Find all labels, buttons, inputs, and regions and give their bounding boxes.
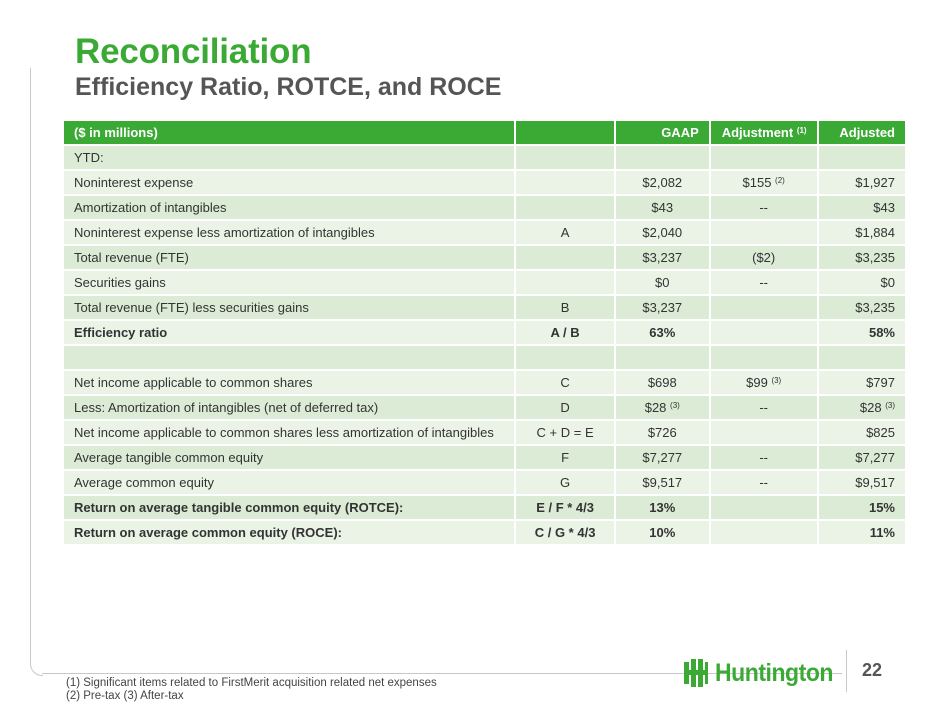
row-gaap-value: 63% [649,325,676,340]
row-gaap-value: $3,237 [642,300,683,315]
row-adjustment [711,171,819,194]
row-label [64,496,516,519]
row-adjustment [711,346,819,369]
table-row [64,371,905,394]
row-adjusted [819,521,905,544]
row-ref [516,346,615,369]
header-label: ($ in millions) [64,121,516,144]
row-label [64,396,516,419]
huntington-logo [683,656,843,690]
table-row [64,496,905,519]
row-label-value: Average common equity [74,475,214,490]
row-adjustment-footnote: (2) [775,176,785,185]
row-gaap [616,246,711,269]
row-label [64,421,516,444]
row-ref [516,171,615,194]
row-gaap [616,321,711,344]
row-adjusted-footnote: (3) [885,401,895,410]
table-row [64,296,905,319]
header-ref [516,121,615,144]
row-adjusted [819,246,905,269]
row-gaap-value: $3,237 [642,250,683,265]
row-gaap-value: $698 [647,375,677,390]
row-ref [516,446,615,469]
row-adjustment [711,471,819,494]
page-title: Reconciliation [75,32,312,71]
row-adjusted-value: $797 [866,375,895,390]
row-ref-value: A [560,225,570,240]
table-row [64,446,905,469]
row-label [64,171,516,194]
footer-separator [846,650,847,692]
header-gaap: GAAP [616,121,711,144]
table-row [64,321,905,344]
row-adjustment [711,221,819,244]
row-adjustment-value: $155 [742,175,772,190]
header-adjustment [711,121,819,144]
row-adjusted [819,346,905,369]
row-ref [516,271,615,294]
row-adjusted-value: 58% [868,325,895,340]
row-ref [516,371,615,394]
row-label [64,321,516,344]
row-label-value: Return on average tangible common equity (ROTCE): [74,500,404,515]
row-label-value: Noninterest expense [74,175,194,190]
table-row [64,421,905,444]
row-ref-value: F [561,450,570,465]
row-adjusted-value: $0 [880,275,895,290]
table-row [64,521,905,544]
table-row [64,346,905,369]
row-adjusted-value: $7,277 [855,450,895,465]
row-adjusted-value: $43 [873,200,895,215]
row-adjusted [819,221,905,244]
row-label [64,146,516,169]
row-gaap-value: $9,517 [642,475,683,490]
row-gaap-value: $2,040 [642,225,683,240]
row-adjustment [711,321,819,344]
row-label [64,221,516,244]
row-label-value: Amortization of intangibles [74,200,227,215]
row-gaap-value: 10% [649,525,676,540]
row-label-value: Efficiency ratio [74,325,168,340]
row-label [64,271,516,294]
row-label [64,296,516,319]
row-adjusted [819,421,905,444]
footnotes [66,677,437,703]
row-gaap-value: $28 [644,400,667,415]
row-label [64,371,516,394]
row-gaap-value: $726 [647,425,677,440]
logo-text: Huntington [715,658,834,687]
row-ref [516,246,615,269]
row-adjusted [819,496,905,519]
table-row [64,196,905,219]
row-ref [516,396,615,419]
row-ref-value: G [560,475,571,490]
page-subtitle: Efficiency Ratio, ROTCE, and ROCE [75,73,502,101]
row-label [64,471,516,494]
row-ref [516,146,615,169]
row-gaap [616,446,711,469]
row-adjusted [819,371,905,394]
row-gaap [616,296,711,319]
row-adjustment [711,396,819,419]
footnote-2: (2) Pre-tax (3) After-tax [66,690,184,702]
header-adjustment-label: Adjustment [721,125,794,140]
table-row [64,471,905,494]
row-label-value: Total revenue (FTE) less securities gains [74,300,309,315]
row-label-value: Total revenue (FTE) [74,250,189,265]
row-gaap [616,146,711,169]
row-adjustment [711,496,819,519]
row-label [64,446,516,469]
row-ref [516,496,615,519]
row-adjustment-value: ($2) [752,250,776,265]
table-row [64,396,905,419]
row-ref [516,196,615,219]
row-gaap [616,171,711,194]
row-label-value: Net income applicable to common shares less amortization of intangibles [74,425,494,440]
row-adjustment [711,446,819,469]
row-ref [516,421,615,444]
row-label [64,246,516,269]
row-gaap [616,421,711,444]
row-adjusted-value: $825 [866,425,895,440]
reconciliation-table [64,119,905,546]
row-adjusted-value: $1,884 [855,225,895,240]
row-label-value: Less: Amortization of intangibles (net of deferred tax) [74,400,379,415]
row-label-value: Average tangible common equity [74,450,264,465]
row-gaap [616,371,711,394]
huntington-logo-icon [683,658,709,688]
page-number: 22 [862,660,883,680]
row-label-value: Net income applicable to common shares [74,375,313,390]
row-label-value: YTD: [74,150,104,165]
row-adjusted-value: $3,235 [855,300,895,315]
row-ref-value: B [560,300,570,315]
row-adjusted [819,471,905,494]
row-ref-value: C / G * 4/3 [534,525,596,540]
row-label [64,196,516,219]
row-adjusted [819,446,905,469]
header-adjustment-note: (1) [796,126,807,135]
row-adjusted [819,146,905,169]
row-ref-value: C [560,375,570,390]
table-row [64,246,905,269]
row-gaap [616,396,711,419]
row-ref [516,521,615,544]
row-gaap [616,471,711,494]
row-adjustment-value: -- [759,275,768,290]
row-adjusted [819,296,905,319]
row-adjustment-value: -- [759,475,768,490]
row-gaap-footnote: (3) [670,401,680,410]
header-adjusted: Adjusted [819,121,905,144]
row-gaap [616,521,711,544]
row-ref [516,296,615,319]
row-ref-value: A / B [550,325,580,340]
row-adjusted-value: $1,927 [855,175,895,190]
row-adjusted [819,171,905,194]
row-adjustment-value: -- [759,450,768,465]
row-adjusted [819,271,905,294]
row-adjustment-value: -- [759,400,768,415]
frame-line [30,68,43,676]
row-adjustment-footnote: (3) [771,376,782,385]
row-ref-value: D [560,400,570,415]
table-row [64,271,905,294]
row-gaap [616,271,711,294]
table-row [64,146,905,169]
table-row [64,221,905,244]
row-adjusted [819,321,905,344]
row-adjustment-value: $99 [746,375,768,390]
row-gaap-value: $43 [651,200,674,215]
row-ref-value: C + D = E [536,425,594,440]
table-row [64,171,905,194]
row-adjusted-value: 15% [868,500,895,515]
row-adjustment-value: -- [759,200,768,215]
row-label-value: Securities gains [74,275,166,290]
row-adjusted-value: $28 [859,400,882,415]
row-adjustment [711,296,819,319]
row-adjusted [819,196,905,219]
row-gaap-value: $7,277 [642,450,683,465]
row-adjusted-value: $3,235 [855,250,895,265]
row-gaap-value: $0 [655,275,670,290]
row-gaap [616,496,711,519]
footnote-1: (1) Significant items related to FirstMerit acquisition related net expenses [66,677,437,689]
row-label-value: Return on average common equity (ROCE): [74,525,342,540]
row-gaap [616,346,711,369]
row-label-value: Noninterest expense less amortization of intangibles [74,225,375,240]
row-label [64,346,516,369]
row-ref [516,321,615,344]
row-adjusted [819,396,905,419]
row-gaap-value: $2,082 [642,175,683,190]
row-ref-value: E / F * 4/3 [536,500,594,515]
row-gaap [616,196,711,219]
row-adjustment [711,371,819,394]
row-ref [516,221,615,244]
row-gaap [616,221,711,244]
row-ref [516,471,615,494]
row-adjustment [711,271,819,294]
row-adjustment [711,521,819,544]
row-adjustment [711,196,819,219]
table-header-row [64,121,905,144]
row-adjusted-value: 11% [869,525,895,540]
row-adjusted-value: $9,517 [855,475,895,490]
row-gaap-value: 13% [649,500,676,515]
row-label [64,521,516,544]
row-adjustment [711,146,819,169]
row-adjustment [711,421,819,444]
row-adjustment [711,246,819,269]
